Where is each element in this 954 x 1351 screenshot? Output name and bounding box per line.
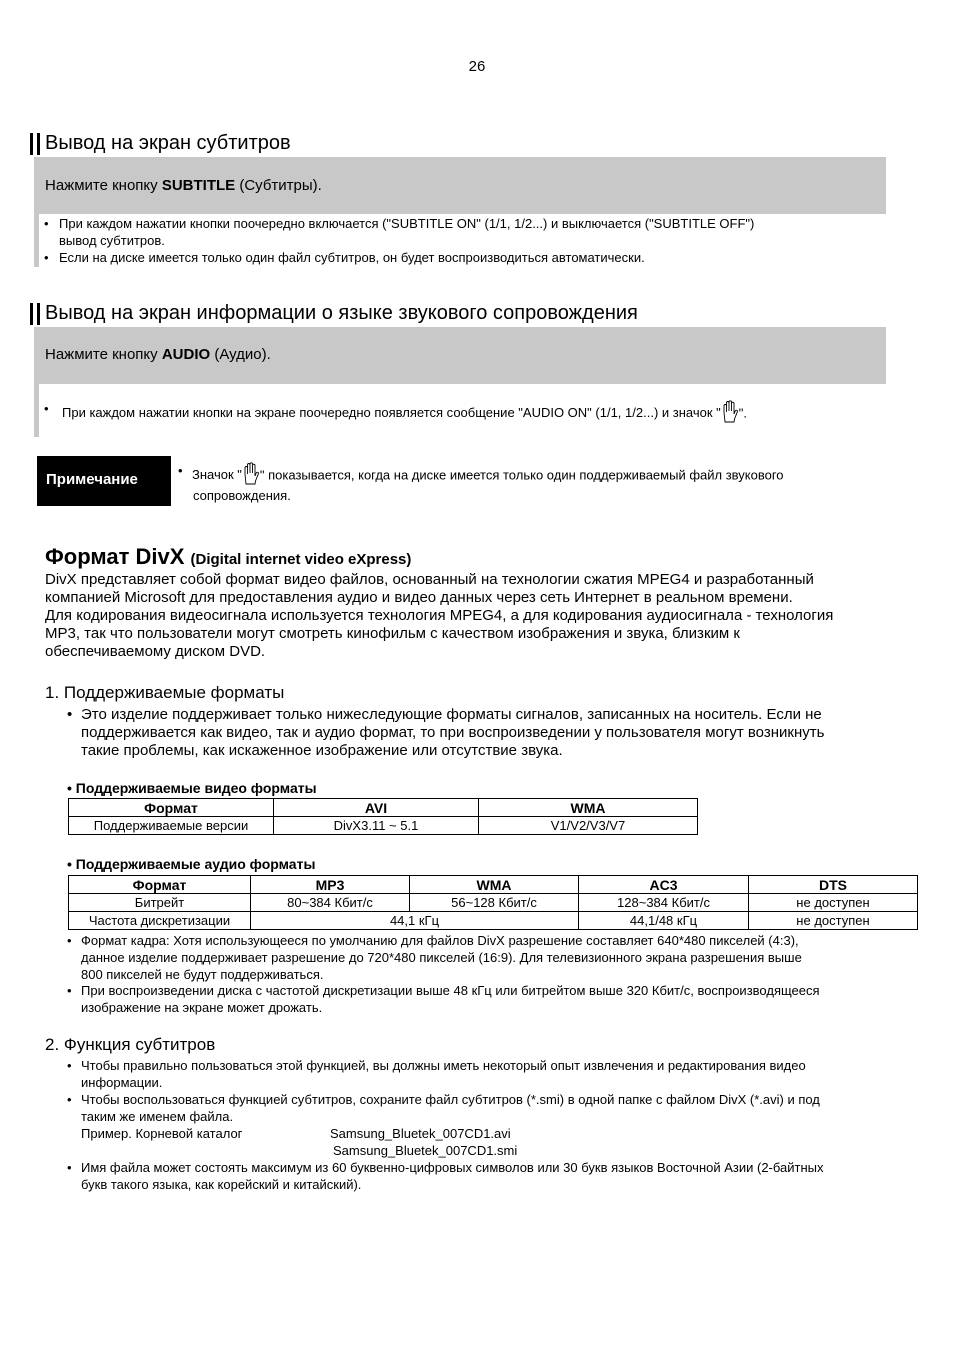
example-file-avi: Samsung_Bluetek_007CD1.avi — [330, 1126, 511, 1141]
instruction-text: Нажмите кнопку SUBTITLE (Субтитры). — [45, 177, 322, 194]
audio-formats-table — [68, 875, 918, 930]
list-item: • Формат кадра: Хотя использующееся по умолчанию для файлов DivX разрешение составляет 640*480 пикселей (4:3), данное изделие поддерживает разрешение до 720*480 пикселей (16:9). Для телевизионного экрана разрешения выше 800 пикселей не будут поддерживаться. — [67, 933, 802, 982]
example-label: Пример. Корневой каталог — [81, 1126, 243, 1141]
list-item: • При воспроизведении диска с частотой дискретизации выше 48 кГц или битрейтом выше 320 Кбит/с, воспроизводящееся изображение на экране может дрожать. — [67, 983, 820, 1015]
table-cell: Битрейт — [69, 894, 251, 912]
formats-heading: 1. Поддерживаемые форматы — [45, 683, 285, 702]
table-cell: 80~384 Кбит/с — [251, 894, 410, 912]
table-header: AVI — [274, 799, 479, 817]
table-header: MP3 — [251, 876, 410, 894]
hand-icon — [242, 462, 260, 490]
list-item: • При каждом нажатии кнопки на экране поочередно появляется сообщение "AUDIO ON" (1/1, 1/2...) и значок " ". — [44, 400, 924, 428]
page-number: 26 — [468, 58, 486, 75]
table-cell: Поддерживаемые версии — [69, 817, 274, 835]
table-cell: не доступен — [749, 912, 918, 930]
divx-title: Формат DivX (Digital internet video eXpress) — [45, 544, 412, 569]
table-header: WMA — [479, 799, 698, 817]
list-item: • Это изделие поддерживает только нижеследующие форматы сигналов, записанных на носитель. Если не поддерживается как видео, так и аудио формат, то при воспроизведении у пользователя могут возникнуть такие проблемы, как искаженное изображение или отсутствие звука. — [67, 706, 825, 759]
table-header: AC3 — [579, 876, 749, 894]
table-cell: 44,1/48 кГц — [579, 912, 749, 930]
divx-paragraph: DivX представляет собой формат видео файлов, основанный на технологии сжатия MPEG4 и разработанный компанией Microsoft для предоставления аудио и видео данных через сеть Интернет в реальном времени. Для кодирования видеосигнала используется технология MPEG4, а для кодирования аудиосигнала - технология MP3, так что пользователи могут смотреть кинофильм с качеством изображения и звука, близким к обеспечиваемому диском DVD. — [45, 571, 834, 660]
table-header: Формат — [69, 799, 274, 817]
instruction-text: Нажмите кнопку AUDIO (Аудио). — [45, 346, 271, 363]
list-item: • При каждом нажатии кнопки поочередно включается ("SUBTITLE ON" (1/1, 1/2...) и выключается ("SUBTITLE OFF") вывод субтитров. — [44, 216, 755, 248]
note-label: Примечание — [37, 456, 171, 506]
list-item: • Имя файла может состоять максимум из 60 буквенно-цифровых символов или 30 букв языков Восточной Азии (2-байтных букв такого языка, как корейский и китайский). — [67, 1160, 824, 1192]
note-text: • Значок " " показывается, когда на диске имеется только один поддерживаемый файл звукового сопровождения. — [178, 463, 784, 503]
table-header: DTS — [749, 876, 918, 894]
section-marker — [37, 303, 40, 325]
subtitles-heading: 2. Функция субтитров — [45, 1035, 216, 1054]
table-header: Формат — [69, 876, 251, 894]
section-marker — [37, 133, 40, 155]
section-marker — [30, 133, 33, 155]
table-cell: V1/V2/V3/V7 — [479, 817, 698, 835]
section-title-audio: Вывод на экран информации о языке звукового сопровождения — [45, 302, 638, 324]
video-formats-table — [68, 798, 698, 835]
table-cell: 128~384 Кбит/с — [579, 894, 749, 912]
table-cell: не доступен — [749, 894, 918, 912]
table-cell: 44,1 кГц — [251, 912, 579, 930]
list-item: • Чтобы правильно пользоваться этой функцией, вы должны иметь некоторый опыт извлечения и редактирования видео информации. — [67, 1058, 806, 1090]
table-cell: 56~128 Кбит/с — [410, 894, 579, 912]
audio-formats-caption: • Поддерживаемые аудио форматы — [67, 856, 316, 872]
section-rule — [34, 157, 39, 267]
section-rule — [34, 327, 39, 437]
list-item: • Чтобы воспользоваться функцией субтитров, сохраните файл субтитров (*.smi) в одной папке с файлом DivX (*.avi) и под таким же именем файла. — [67, 1092, 820, 1124]
section-marker — [30, 303, 33, 325]
section-title-subtitles: Вывод на экран субтитров — [45, 132, 291, 154]
example-file-smi: Samsung_Bluetek_007CD1.smi — [333, 1143, 518, 1158]
table-cell: DivX3.11 ~ 5.1 — [274, 817, 479, 835]
table-cell: Частота дискретизации — [69, 912, 251, 930]
video-formats-caption: • Поддерживаемые видео форматы — [67, 780, 317, 796]
list-item: • Если на диске имеется только один файл субтитров, он будет воспроизводиться автоматически. — [44, 250, 645, 265]
hand-icon — [721, 400, 739, 428]
table-header: WMA — [410, 876, 579, 894]
